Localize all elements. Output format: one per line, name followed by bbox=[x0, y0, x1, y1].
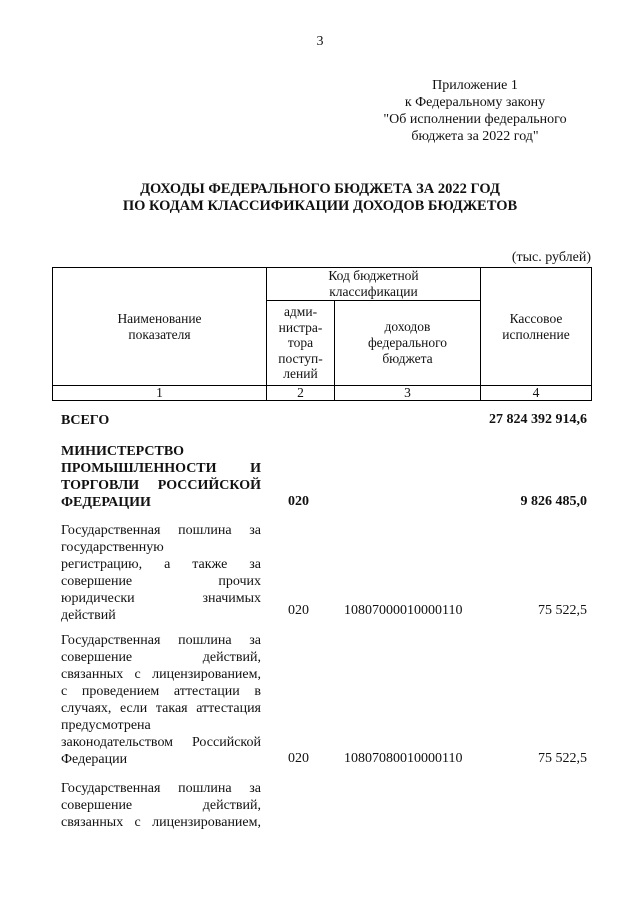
row-line: регистрацию, а также за bbox=[61, 557, 261, 572]
ministry-amount: 9 826 485,0 bbox=[520, 494, 587, 509]
row-admin-code: 020 bbox=[288, 751, 309, 766]
row-line: связанных с лицензированием, bbox=[61, 815, 261, 830]
header-text: классификации bbox=[329, 284, 418, 299]
header-execution-column bbox=[481, 268, 591, 385]
row-line: совершение действий, bbox=[61, 798, 261, 813]
ministry-admin-code: 020 bbox=[288, 494, 309, 509]
table-row-name bbox=[61, 780, 261, 831]
row-line: Федерации bbox=[61, 752, 128, 767]
row-line: совершение прочих bbox=[61, 574, 261, 589]
header-text: нистра- bbox=[278, 319, 323, 335]
row-admin-code: 020 bbox=[288, 603, 309, 618]
total-amount: 27 824 392 914,6 bbox=[489, 412, 587, 427]
row-line: совершение действий, bbox=[61, 650, 261, 665]
appendix-line: "Об исполнении федерального bbox=[383, 112, 567, 127]
header-text: лений bbox=[283, 366, 318, 382]
header-admin-column bbox=[267, 301, 334, 385]
table-row-name bbox=[61, 522, 261, 624]
appendix-line: к Федеральному закону bbox=[404, 95, 546, 110]
row-amount: 75 522,5 bbox=[538, 751, 587, 766]
header-text: бюджета bbox=[382, 351, 433, 366]
table-row-name bbox=[61, 632, 261, 768]
appendix-line: бюджета за 2022 год" bbox=[411, 129, 539, 144]
ministry-line: ФЕДЕРАЦИИ bbox=[61, 495, 151, 510]
column-number: 3 bbox=[404, 385, 411, 400]
appendix-line: Приложение 1 bbox=[432, 78, 518, 93]
ministry-name bbox=[61, 443, 261, 511]
header-text: доходов bbox=[384, 319, 431, 334]
title-line: ДОХОДЫ ФЕДЕРАЛЬНОГО БЮДЖЕТА ЗА 2022 ГОД bbox=[140, 181, 500, 197]
column-number: 1 bbox=[156, 385, 163, 400]
row-line: связанных с лицензированием, bbox=[61, 667, 261, 682]
header-text: Код бюджетной bbox=[328, 268, 419, 283]
row-line: Государственная пошлина за bbox=[61, 633, 261, 648]
header-text: поступ- bbox=[278, 350, 323, 366]
row-line: юридически значимых bbox=[61, 591, 261, 606]
header-name-column bbox=[53, 268, 266, 385]
ministry-line: МИНИСТЕРСТВО bbox=[61, 444, 185, 459]
row-line: законодательством Российской bbox=[61, 735, 261, 750]
header-text: Кассовое bbox=[509, 310, 563, 326]
header-text: исполнение bbox=[502, 326, 570, 342]
column-number: 2 bbox=[297, 385, 304, 400]
row-line: Государственная пошлина за bbox=[61, 781, 261, 796]
row-income-code: 10807080010000110 bbox=[344, 751, 463, 766]
row-line: случаях, если такая аттестация bbox=[61, 701, 261, 716]
document-title bbox=[0, 181, 640, 215]
header-text: тора bbox=[287, 335, 314, 351]
header-income-column bbox=[335, 301, 480, 385]
header-text: показателя bbox=[128, 326, 191, 342]
ministry-line: ТОРГОВЛИ РОССИЙСКОЙ bbox=[61, 478, 261, 493]
total-label: ВСЕГО bbox=[61, 413, 110, 428]
title-line: ПО КОДАМ КЛАССИФИКАЦИИ ДОХОДОВ БЮДЖЕТОВ bbox=[122, 198, 518, 214]
row-line: действий bbox=[61, 608, 116, 623]
row-income-code: 10807000010000110 bbox=[344, 603, 463, 618]
header-code-group bbox=[267, 268, 480, 300]
header-text: адми- bbox=[283, 304, 318, 320]
page-number: 3 bbox=[316, 34, 324, 49]
table-header bbox=[52, 267, 592, 401]
header-text: федерального bbox=[367, 335, 448, 350]
appendix-reference bbox=[360, 77, 590, 145]
row-line: с проведением аттестации в bbox=[61, 684, 261, 699]
column-number: 4 bbox=[532, 385, 540, 400]
row-amount: 75 522,5 bbox=[538, 603, 587, 618]
row-line: Государственная пошлина за bbox=[61, 523, 261, 538]
units-note: (тыс. рублей) bbox=[511, 250, 591, 265]
ministry-line: ПРОМЫШЛЕННОСТИ И bbox=[61, 461, 261, 476]
row-line: государственную bbox=[61, 540, 164, 555]
header-text: Наименование bbox=[117, 310, 202, 326]
row-line: предусмотрена bbox=[61, 718, 151, 733]
